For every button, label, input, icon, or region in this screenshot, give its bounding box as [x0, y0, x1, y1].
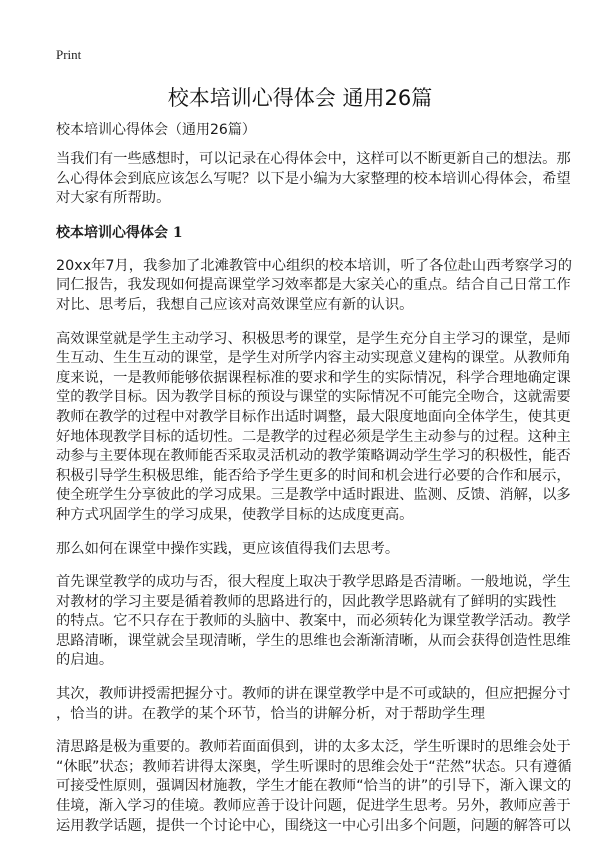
text-line: 当我们有一些感想时，可以记录在心得体会中，这样可以不断更新自己的想法。那: [56, 151, 571, 167]
text-line: 的启迪。: [56, 652, 114, 669]
text-line: 佳境，渐入学习的佳境。教师应善于设计问题，促进学生思考。另外，教师应善于: [56, 798, 571, 815]
text-line: 可接受性原则，强调因材施教，学生才能在教师“恰当的讲”的引导下，渐入课文的: [56, 778, 572, 795]
text-line: 其次，教师讲授需把握分寸。教师的讲在课堂教学中是不可或缺的，但应把握分寸: [56, 686, 571, 703]
text-line: 那么如何在课堂中操作实践，更应该值得我们去思考。: [56, 540, 400, 557]
body-paragraph: [56, 738, 572, 836]
intro-paragraph: [56, 150, 571, 209]
text-line: 生互动、生生互动的课堂，是学生对所学内容主动实现意义建构的课堂。从教师角: [56, 350, 571, 367]
text-line: 度来说，一是教师能够依据课程标准的要求和学生的实际情况，科学合理地确定课: [56, 369, 571, 386]
text-line: 对教材的学习主要是循着教师的思路进行的，因此教学思路就有了鲜明的实践性: [56, 593, 557, 610]
paragraphs: [56, 257, 573, 836]
text-line: 对比、思考后，我想自己应该对高效课堂应有新的认识。: [56, 296, 414, 313]
text-line: ，恰当的讲。在教学的某个环节，恰当的讲解分析，对于帮助学生理: [56, 705, 485, 722]
text-line: 首先课堂教学的成功与否，很大程度上取决于教学思路是否清晰。一般地说，学生: [56, 574, 571, 591]
text-line: 运用教学话题，提供一个讨论中心，围绕这一中心引出多个问题，问题的解答可以: [56, 817, 571, 834]
body-paragraph: [56, 685, 571, 724]
document-body: [56, 150, 573, 850]
text-line: 20xx年7月，我参加了北滩教管中心组织的校本培训，听了各位赴山西考察学习的: [56, 257, 573, 274]
section-heading: 校本培训心得体会 1: [56, 224, 183, 241]
text-line: 清思路是极为重要的。教师若面面俱到，讲的太多太泛，学生听课时的思维会处于: [56, 739, 571, 756]
body-paragraph: [56, 330, 571, 526]
text-line: 同仁报告，我发现如何提高课堂学习效率都是大家关心的重点。结合自己日常工作: [56, 277, 571, 294]
text-line: 好地体现教学目标的适切性。二是教学的过程必须是学生主动参与的过程。这种主: [56, 428, 571, 445]
body-paragraph: [56, 540, 548, 560]
text-line: “休眠”状态；教师若讲得太深奥，学生听课时的思维会处于“茫然”状态。只有遵循: [56, 758, 572, 775]
print-label: Print: [56, 47, 82, 62]
text-line: 高效课堂就是学生主动学习、积极思考的课堂，是学生充分自主学习的课堂，是师: [56, 330, 571, 347]
text-line: 堂的教学目标。因为教学目标的预设与课堂的实际情况不可能完全吻合，这就需要: [56, 389, 571, 406]
text-line: 种方式巩固学生的学习成果，使教学目标的达成度更高。: [56, 506, 414, 523]
text-line: 教师在教学的过程中对教学目标作出适时调整，最大限度地面向全体学生，使其更: [56, 408, 571, 425]
text-line: 的特点。它不只存在于教师的头脑中、教案中，而必须转化为课堂教学活动。教学: [56, 613, 571, 630]
text-line: 思路清晰，课堂就会呈现清晰，学生的思维也会渐渐清晰，从而会获得创造性思维: [56, 632, 571, 649]
document-subtitle: 校本培训心得体会（通用26篇）: [56, 122, 256, 138]
text-line: 积极引导学生积极思维，能否给予学生更多的时间和机会进行必要的合作和展示，: [56, 467, 571, 484]
text-line: 使全班学生分享彼此的学习成果。三是教学中适时跟进、监测、反馈、消解，以多: [56, 487, 571, 504]
text-line: 么心得体会到底应该怎么写呢？以下是小编为大家整理的校本培训心得体会，希望: [56, 170, 571, 187]
document-title: 校本培训心得体会 通用26篇: [167, 86, 433, 110]
body-paragraph: [56, 573, 571, 671]
text-line: 动参与主要体现在教师能否采取灵活机动的教学策略调动学生学习的积极性，能否: [56, 448, 571, 465]
body-paragraph: [56, 257, 573, 316]
text-line: 对大家有所帮助。: [56, 190, 171, 207]
